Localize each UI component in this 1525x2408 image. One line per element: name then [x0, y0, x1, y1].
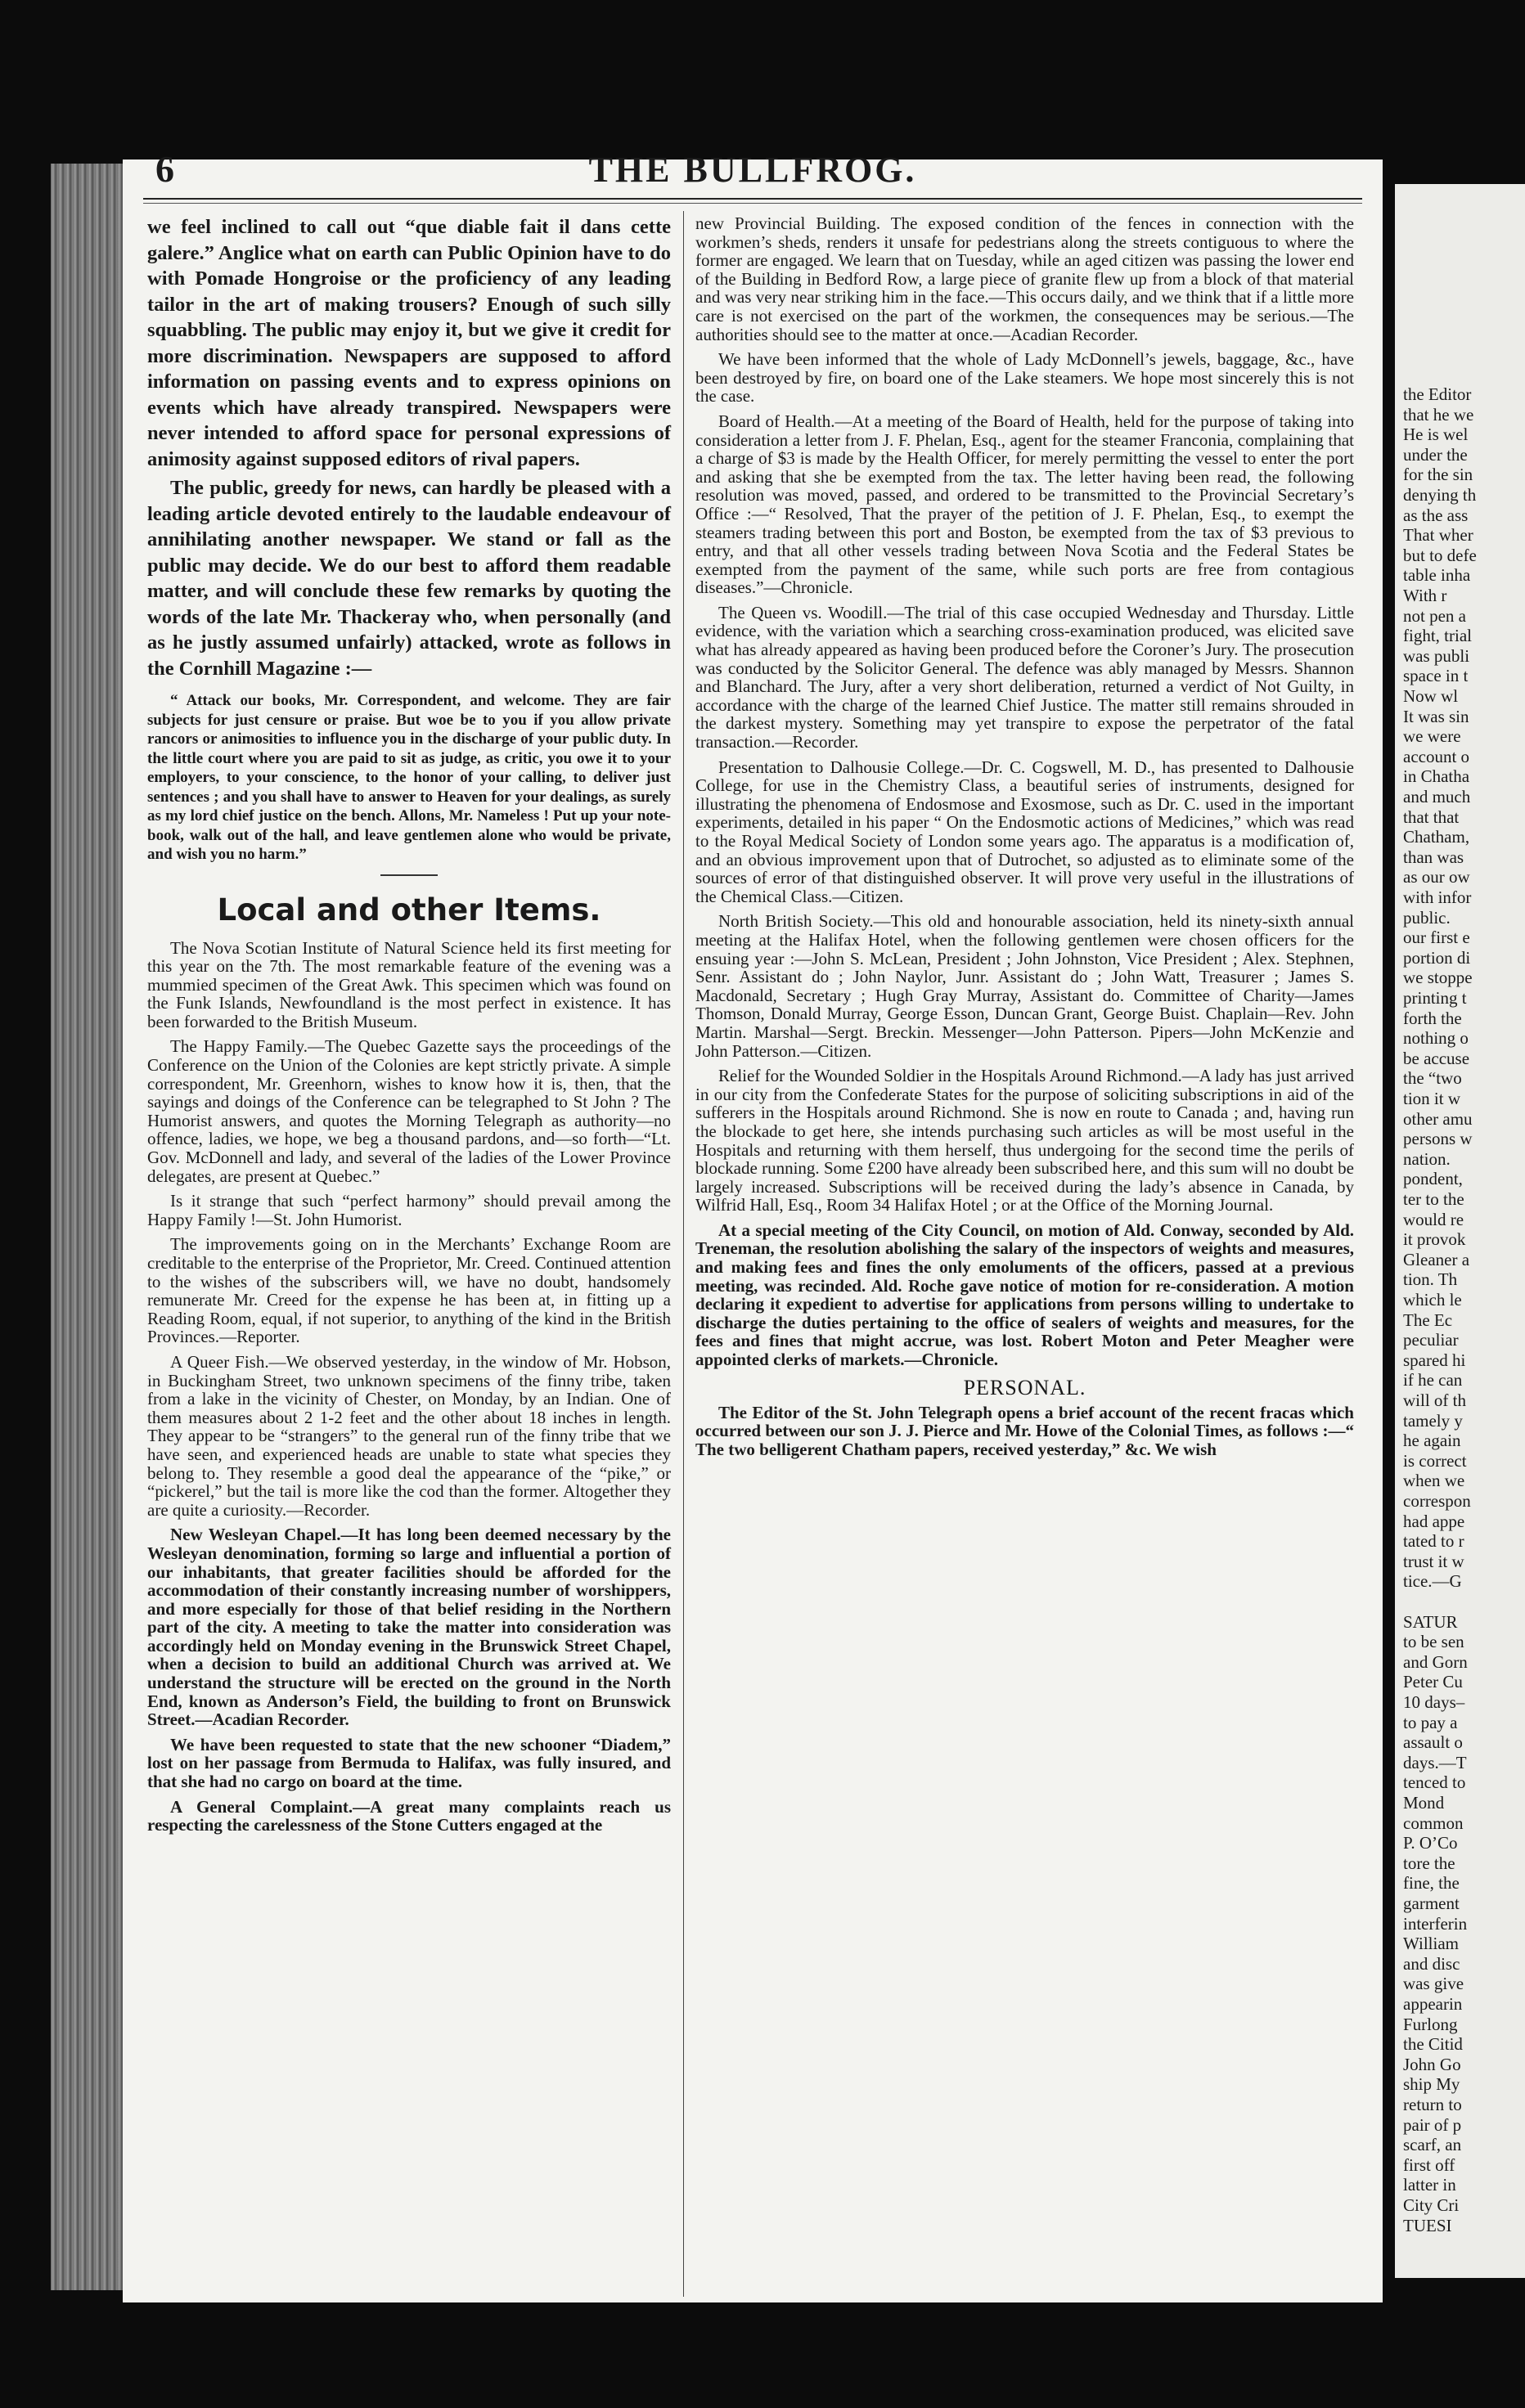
adjacent-page-text-fragment: and disc: [1403, 1953, 1460, 1974]
editorial-paragraph: we feel inclined to call out “que diable fait il dans cette galere.” Anglice what on earth can Public Opinion have to do with Pomade Hongroise or the proficiency of any leading tailor in the art of making trousers? Enough of such silly squabbling. The public may enjoy it, but we give it credit for more discrimination. Newspapers are supposed to afford information on passing events and to express opinions on events which have already transpired. Newspapers were never intended to afford space for personal expressions of animosity against supposed editors of rival papers.: [147, 216, 671, 470]
adjacent-page-text-fragment: tated to r: [1403, 1531, 1464, 1552]
adjacent-page-text-fragment: we stoppe: [1403, 968, 1473, 988]
adjacent-page-text-fragment: to be sen: [1403, 1632, 1464, 1652]
adjacent-page-text-fragment: which le: [1403, 1290, 1462, 1310]
adjacent-page-text-fragment: appearin: [1403, 1994, 1463, 2014]
adjacent-page-text-fragment: space in t: [1403, 666, 1469, 686]
right-column: [695, 214, 1354, 1465]
column-divider: [683, 211, 684, 2297]
news-item: New Wesleyan Chapel.—It has long been deemed necessary by the Wesleyan denomination, forming so large and influential a portion of our inhabitants, that greater facilities should be afforded for the accommodation of their constantly increasing number of worshippers, and more especially for those of that belief residing in the Northern part of the city. A meeting to take the matter into consideration was accordingly held on Monday evening in the Brunswick Street Chapel, when a decision to build an additional Church was arrived at. We understand the structure will be erected on the ground in the North End, known as Anderson’s Field, the building to front on Brunswick Street.—Acadian Recorder.: [147, 1525, 671, 1730]
thackeray-quote: “ Attack our books, Mr. Correspondent, and welcome. They are fair subjects for just censure or praise. But woe be to you if you allow private rancors or animosities to influence you in the discharge of your public duty. In the little court where you are paid to sit as judge, as critic, you owe it to your employers, to your conscience, to the honor of your calling, to deliver just sentences ; and you shall have to answer to Heaven for your dealings, as surely as my lord chief justice on the bench. Allons, Mr. Nameless ! Put up your note-book, walk out of the hall, and leave gentlemen alone who would be private, and wish you no harm.”: [147, 692, 671, 863]
editorial-paragraph: The public, greedy for news, can hardly be pleased with a leading article devoted entirely to the laudable endeavour of annihilating another newspaper. We stand or fall as the public may decide. We do our best to afford them readable matter, and will conclude these few remarks by quoting the words of the late Mr. Thackeray who, when personally (and as he justly assumed unfairly) attacked, wrote as follows in the Cornhill Magazine :—: [147, 477, 671, 680]
adjacent-page-text-fragment: persons w: [1403, 1129, 1473, 1149]
adjacent-page-text-fragment: With r: [1403, 586, 1447, 605]
adjacent-page-text-fragment: 10 days–: [1403, 1692, 1465, 1712]
news-item: Board of Health.—At a meeting of the Board of Health, held for the purpose of taking into consideration a letter from J. F. Phelan, Esq., agent for the steamer Franconia, complaining that a charge of $3 is made by the Health Officer, for merely permitting the vessel to enter the port and asking that she be exempted from the tax. The letter having been read, the following resolution was moved, passed, and ordered to be transmitted to the Provincial Secretary’s Office :—“ Resolved, That the prayer of the petition of J. F. Phelan, Esq., to exempt the steamers trading between this port and Boston, be exempted from the tax of $3 previous to entry, and that all other vessels trading between Nova Scotia and the Federal States be exempted from the payment of the same, while such ports are free from contagious diseases.”—Chronicle.: [695, 411, 1354, 598]
adjacent-page-text-fragment: fight, trial: [1403, 626, 1472, 646]
adjacent-page-text-fragment: garment: [1403, 1894, 1460, 1913]
adjacent-page-text-fragment: tion it w: [1403, 1089, 1461, 1108]
adjacent-page-text-fragment: is correct: [1403, 1450, 1467, 1471]
news-item: The Queen vs. Woodill.—The trial of this case occupied Wednesday and Thursday. Little evidence, with the variation which a searching cross-examination produced, was elicited save what has already appeared as having been produced before the Coroner’s Jury. The prosecution was conducted by the Solicitor General. The defence was ably managed by Messrs. Shannon and Blanchard. The Jury, after a very short deliberation, returned a verdict of Not Guilty, in accordance with the charge of the learned Chief Justice. The matter still remains shrouded in the darkest mystery. Something may yet transpire to expose the perpetrator of the fatal transaction.—Recorder.: [695, 602, 1354, 752]
news-item: North British Society.—This old and honourable association, held its ninety-sixth annual meeting at the Halifax Hotel, when the following gentlemen were chosen officers for the ensuing year :—John S. McLean, President ; John Johnston, Vice President ; Alex. Stephnen, Senr. Assistant do ; John Naylor, Junr. Assistant do ; John Watt, Treasurer ; James S. Macdonald, Secretary ; Hugh Gray Murray, Assistant do. Committee of Charity—James Thomson, Donald Murray, George Esson, Duncan Grant, George Buist. Chaplain—Rev. John Martin. Marshal—Sergt. Breckin. Messenger—John Patterson. Pipers—John McKenzie and John Patterson.—Citizen.: [695, 911, 1354, 1061]
adjacent-page-text-fragment: pair of p: [1403, 2114, 1462, 2135]
adjacent-page-text-fragment: William: [1403, 1934, 1459, 1954]
adjacent-page-text-fragment: That wher: [1403, 525, 1473, 546]
adjacent-page-text-fragment: first off: [1403, 2154, 1455, 2175]
news-item: The Happy Family.—The Quebec Gazette says the proceedings of the Conference on the Union of the Colonies are kept strictly private. A simple correspondent, Mr. Greenhorn, wishes to know how it is, then, that the sayings and doings of the Conference can be telegraphed to St John ? The Humorist answers, and quotes the Morning Telegraph as authority—no offence, ladies, we hope, we beg a thousand pardons, and—so forth—“Lt. Gov. McDonnell and lady, and several of the ladies of the Lower Province delegates, are present at Quebec.”: [147, 1036, 671, 1186]
adjacent-page-text-fragment: Mond: [1403, 1793, 1445, 1813]
adjacent-page-text-fragment: had appe: [1403, 1511, 1465, 1531]
adjacent-page-text-fragment: correspon: [1403, 1491, 1471, 1511]
adjacent-page-text-fragment: trust it w: [1403, 1551, 1464, 1571]
adjacent-page-text-fragment: was publi: [1403, 645, 1470, 666]
adjacent-page-text-fragment: to pay a: [1403, 1712, 1458, 1732]
adjacent-page-text-fragment: our first e: [1403, 928, 1470, 948]
adjacent-page-text-fragment: latter in: [1403, 2175, 1456, 2195]
adjacent-page-text-fragment: P. O’Co: [1403, 1833, 1458, 1853]
adjacent-page-text-fragment: tice.—G: [1403, 1571, 1462, 1592]
adjacent-page-text-fragment: ship My: [1403, 2074, 1460, 2095]
adjacent-page-text-fragment: for the sin: [1403, 465, 1473, 485]
adjacent-page-text-fragment: forth the: [1403, 1008, 1462, 1028]
adjacent-page-text-fragment: and Gorn: [1403, 1651, 1468, 1672]
adjacent-page-text-fragment: tore the: [1403, 1853, 1455, 1873]
news-item: new Provincial Building. The exposed condition of the fences in connection with the workmen’s sheds, renders it unsafe for pedestrians along the streets contiguous to where the former are engaged. We learn that on Tuesday, while an aged citizen was passing the lower end of the Building in Bedford Row, a large piece of granite flew up from a block of that material and was very near striking him in the face.—This occurs daily, and we think that if a little more care is not exercised on the part of the workmen, the consequences may be serious.—The authorities should see to the matter at once.—Acadian Recorder.: [695, 213, 1354, 344]
news-item: We have been informed that the whole of Lady McDonnell’s jewels, baggage, &c., have been destroyed by fire, on board one of the Lake steamers. We hope most sincerely this is not the case.: [695, 349, 1354, 407]
masthead-title: THE BULLFROG.: [588, 150, 917, 190]
adjacent-page-text-fragment: TUESI: [1403, 2215, 1452, 2235]
adjacent-page-text-fragment: not pen a: [1403, 605, 1466, 626]
adjacent-page-text-fragment: than was: [1403, 847, 1464, 867]
adjacent-page-text-fragment: we were: [1403, 726, 1461, 747]
adjacent-page-edge: [1395, 184, 1525, 2278]
news-item: Relief for the Wounded Soldier in the Hospitals Around Richmond.—A lady has just arrived in our city from the Confederate States for the purpose of soliciting subscriptions in aid of the sufferers in the Hospitals around Richmond. She is now en route to Canada ; and, having run the blockade to get here, she intends purchasing such articles as will be most useful in the Hospitals and returning with them herself, thus undergoing for the second time the perils of blockade running. Some £200 have already been subscribed here, and this sum will no doubt be largely increased. Subscriptions will be received during the lady’s absence in Canada, by Wilfrid Hall, Esq., Room 34 Halifax Hotel ; or at the Office of the Morning Journal.: [695, 1066, 1354, 1215]
adjacent-page-text-fragment: the “two: [1403, 1068, 1462, 1089]
adjacent-page-text-fragment: Gleaner a: [1403, 1249, 1470, 1269]
news-item: We have been requested to state that the new schooner “Diadem,” lost on her passage from Bermuda to Halifax, was fully insured, and that she had no cargo on board at the time.: [147, 1734, 671, 1792]
adjacent-page-text-fragment: Now wl: [1403, 686, 1459, 706]
adjacent-page-text-fragment: table inha: [1403, 565, 1471, 586]
page-number: 6: [155, 148, 174, 190]
personal-paragraph: The Editor of the St. John Telegraph opens a brief account of the recent fracas which occurred between our son J. J. Pierce and Mr. Howe of the Colonial Times, as follows :—“ The two belligerent Chatham papers, received yesterday,” &c. We wish: [695, 1402, 1354, 1459]
adjacent-page-text-fragment: he again: [1403, 1431, 1461, 1451]
news-item: At a special meeting of the City Council, on motion of Ald. Conway, seconded by Ald. Treneman, the resolution abolishing the salary of the inspectors of weights and measures, and making fees and fines the only emoluments of the officers, passed at a previous meeting, was recinded. Ald. Roche gave notice of motion for re-consideration. A motion declaring it expedient to advertise for applications from persons willing to undertake to discharge the duties pertaining to the office of sealers of weights and measures, for the fees and fines that might accrue, was lost. Robert Moton and Peter Meagher were appointed clerks of markets.—Chronicle.: [695, 1220, 1354, 1370]
adjacent-page-text-fragment: tamely y: [1403, 1410, 1463, 1431]
adjacent-page-text-fragment: the Citid: [1403, 2034, 1463, 2055]
adjacent-page-text-fragment: return to: [1403, 2095, 1462, 2114]
adjacent-page-text-fragment: that he we: [1403, 404, 1474, 425]
adjacent-page-text-fragment: but to defe: [1403, 545, 1477, 565]
adjacent-page-text-fragment: in Chatha: [1403, 766, 1470, 787]
adjacent-page-text-fragment: Furlong: [1403, 2014, 1458, 2034]
adjacent-page-text-fragment: was give: [1403, 1974, 1464, 1994]
adjacent-page-text-fragment: that that: [1403, 806, 1460, 827]
adjacent-page-text-fragment: denying th: [1403, 485, 1477, 505]
adjacent-page-text-fragment: He is wel: [1403, 425, 1469, 445]
adjacent-page-text-fragment: with infor: [1403, 887, 1472, 907]
adjacent-page-text-fragment: fine, the: [1403, 1873, 1460, 1894]
section-heading: Local and other Items.: [217, 892, 601, 928]
adjacent-page-text-fragment: Chatham,: [1403, 827, 1470, 847]
adjacent-page-text-fragment: tion. Th: [1403, 1269, 1458, 1290]
news-item: Presentation to Dalhousie College.—Dr. C. Cogswell, M. D., has presented to Dalhousie College, for use in the Chemistry Class, a beautiful series of instruments, designed for illustrating the phenomena of Endosmose and Exosmose, such as Dr. C. used in the important experiments, detailed in his paper “ On the Endosmotic actions of Medicines,” which was read to the Royal Medical Society of London some years ago. The apparatus is a modification of, and an obvious improvement upon that of Dutrochet, so adjusted as to eliminate some of the sources of error of that distinguished observer. It will prove very useful in the illustrations of the Chemical Class.—Citizen.: [695, 757, 1354, 906]
adjacent-page-text-fragment: SATUR: [1403, 1611, 1458, 1632]
adjacent-page-text-fragment: public.: [1403, 907, 1451, 928]
header-rule-thin: [143, 203, 1362, 204]
news-item: The Nova Scotian Institute of Natural Science held its first meeting for this year on the 7th. The most remarkable feature of the evening was a mummied specimen of the Great Awk. This specimen which was found on the Funk Islands, Newfoundland is the most perfect in existence. It has been forwarded to the British Museum.: [147, 937, 671, 1031]
news-item: A Queer Fish.—We observed yesterday, in the window of Mr. Hobson, in Buckingham Street, two unknown specimens of the finny tribe, taken from a lake in the vicinity of Chester, on Monday, by an Indian. One of them measures about 2 1-2 feet and the other about 18 inches in length. They appear to be “strangers” to the general run of the finny tribe that we have seen, and experienced heads are unable to state what species they belong to. They resemble a good deal the appearance of the “pike,” or “pickerel,” but the tail is more like the cod than the former. Altogether they are quite a curiosity.—Recorder.: [147, 1351, 671, 1520]
adjacent-page-text-fragment: portion di: [1403, 947, 1471, 968]
adjacent-page-text-fragment: other amu: [1403, 1108, 1473, 1129]
news-item: A General Complaint.—A great many complaints reach us respecting the carelessness of the Stone Cutters engaged at the: [147, 1796, 671, 1835]
adjacent-page-text-fragment: John Go: [1403, 2054, 1461, 2074]
adjacent-page-text-fragment: spared hi: [1403, 1350, 1466, 1370]
adjacent-page-text-fragment: assault o: [1403, 1732, 1463, 1753]
adjacent-page-text-fragment: account o: [1403, 746, 1470, 766]
adjacent-page-text-fragment: peculiar: [1403, 1330, 1459, 1350]
adjacent-page-text-fragment: if he can: [1403, 1370, 1463, 1390]
adjacent-page-text-fragment: the Editor: [1403, 384, 1472, 404]
adjacent-page-text-fragment: nothing o: [1403, 1028, 1469, 1049]
adjacent-page-text-fragment: common: [1403, 1813, 1464, 1833]
adjacent-page-text-fragment: printing t: [1403, 988, 1467, 1008]
adjacent-page-text-fragment: It was sin: [1403, 706, 1469, 726]
adjacent-page-text-fragment: ter to the: [1403, 1189, 1464, 1209]
personal-heading: PERSONAL.: [963, 1375, 1086, 1399]
adjacent-page-text-fragment: days.—T: [1403, 1752, 1467, 1772]
adjacent-page-text-fragment: and much: [1403, 787, 1471, 806]
adjacent-page-text-fragment: The Ec: [1403, 1310, 1453, 1330]
news-item: The improvements going on in the Merchants’ Exchange Room are creditable to the enterprise of the Proprietor, Mr. Creed. Continued attention to the wishes of the subscribers will, we have no doubt, handsomely remunerate Mr. Creed for the expense he has been at, in fitting up a Reading Room, equal, if not superior, to anything of the kind in the British Provinces.—Reporter.: [147, 1234, 671, 1347]
adjacent-page-text-fragment: pondent,: [1403, 1169, 1463, 1189]
adjacent-page-text-fragment: as our ow: [1403, 867, 1470, 887]
adjacent-page-text-fragment: would re: [1403, 1209, 1464, 1229]
left-column: [147, 214, 671, 1841]
adjacent-page-text-fragment: will of th: [1403, 1390, 1466, 1410]
news-item: Is it strange that such “perfect harmony” should prevail among the Happy Family !—St. John Humorist.: [147, 1191, 671, 1229]
adjacent-page-text-fragment: be accuse: [1403, 1048, 1470, 1068]
adjacent-page-text-fragment: under the: [1403, 444, 1468, 465]
adjacent-page-text-fragment: scarf, an: [1403, 2135, 1462, 2155]
adjacent-page-text-fragment: tenced to: [1403, 1772, 1466, 1793]
divider-rule: [380, 874, 438, 876]
adjacent-page-text-fragment: nation.: [1403, 1148, 1451, 1169]
adjacent-page-text-fragment: Peter Cu: [1403, 1672, 1463, 1692]
adjacent-page-text-fragment: City Cri: [1403, 2195, 1460, 2215]
book-binding-edge: [51, 164, 126, 2290]
adjacent-page-text-fragment: as the ass: [1403, 505, 1469, 525]
adjacent-page-text-fragment: when we: [1403, 1471, 1465, 1491]
adjacent-page-text-fragment: it provok: [1403, 1229, 1466, 1250]
header-rule: [143, 198, 1362, 200]
adjacent-page-text-fragment: interferin: [1403, 1913, 1468, 1934]
